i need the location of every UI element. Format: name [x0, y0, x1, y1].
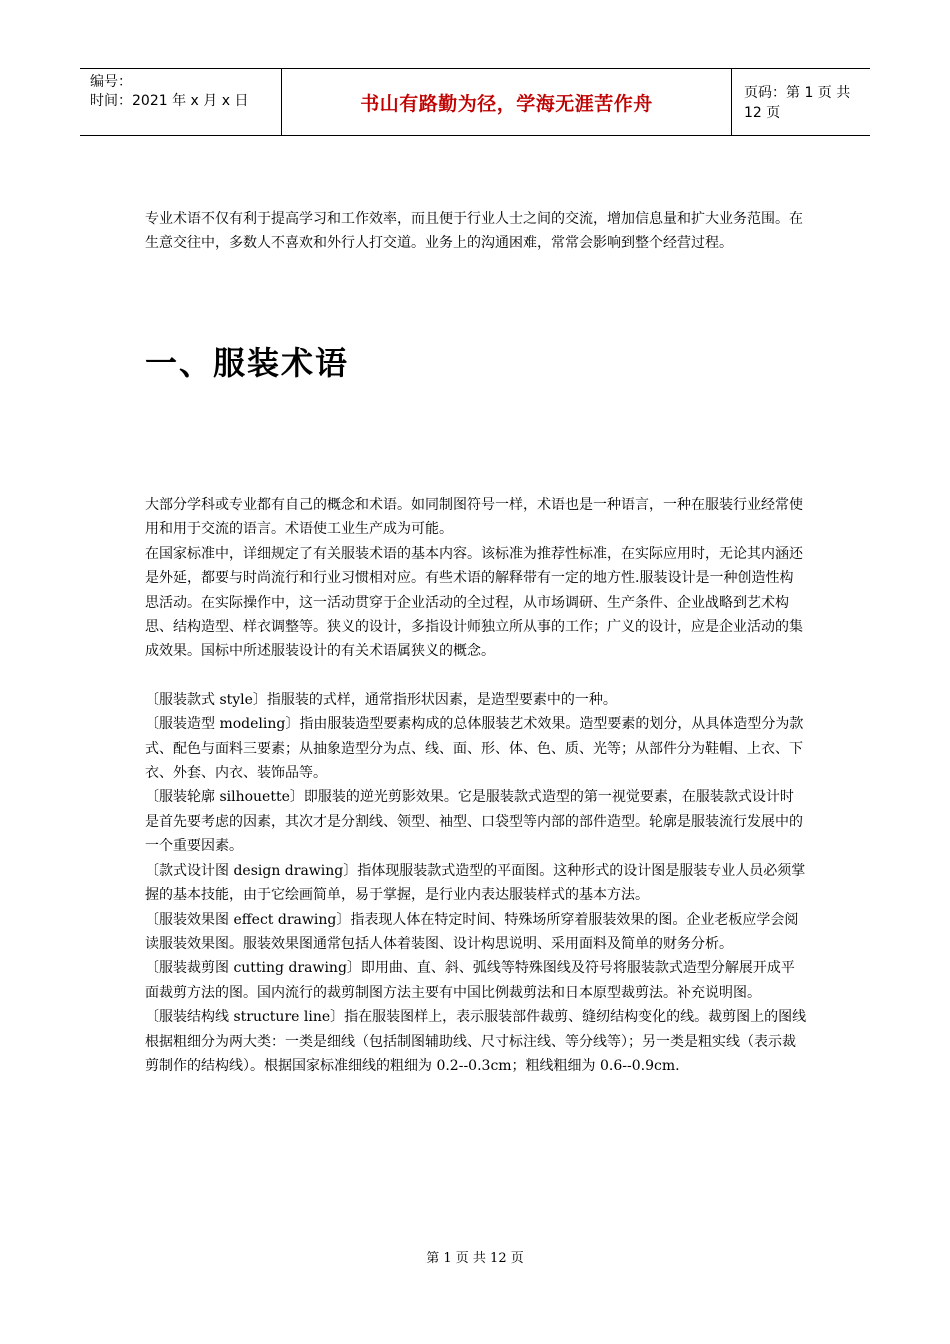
header-page-cell: [732, 69, 870, 135]
document-time-label: 时间：2021 年 x 月 x 日: [90, 93, 249, 109]
body-paragraph: 大部分学科或专业都有自己的概念和术语。如同制图符号一样，术语也是一种语言，一种在服装行业经常使用和用于交流的语言。术语使工业生产成为可能。: [145, 497, 803, 538]
header-motto: 书山有路勤为径，学海无涯苦作舟: [360, 92, 653, 115]
header-page-info: 页码：第 1 页 共 12 页: [744, 85, 851, 121]
document-header: [80, 68, 870, 136]
document-number-label: 编号：: [90, 74, 132, 90]
header-meta-cell: [80, 69, 282, 135]
body-paragraph: 在国家标准中，详细规定了有关服装术语的基本内容。该标准为推荐性标准，在实际应用时，无论其内涵还是外延，都要与时尚流行和行业习惯相对应。有些术语的解释带有一定的地方性.服装设计是一种创造性构思活动。在实际操作中，这一活动贯穿于企业活动的全过程，从市场调研、生产条件、企业战略到艺术构思、结构造型、样衣调整等。狭义的设计，多指设计师独立所从事的工作；广义的设计，应是企业活动的集成效果。国标中所述服装设计的有关术语属狭义的概念。: [145, 545, 803, 660]
paragraph-gap: [145, 664, 807, 688]
intro-section: [145, 207, 807, 256]
page-footer: [0, 1247, 950, 1266]
term-entry-design-drawing: 〔款式设计图 design drawing〕指体现服装款式造型的平面图。这种形式的设计图是服装专业人员必须掌握的基本技能，由于它绘画简单，易于掌握，是行业内表达服装样式的基本方法。: [145, 862, 806, 904]
term-entry-style: 〔服装款式 style〕指服装的式样，通常指形状因素，是造型要素中的一种。: [145, 691, 617, 708]
term-entry-silhouette: 〔服装轮廓 silhouette〕即服装的逆光剪影效果。它是服装款式造型的第一视觉要素，在服装款式设计时是首先要考虑的因素，其次才是分割线、领型、袖型、口袋型等内部的部件造型。轮廓是服装流行发展中的一个重要因素。: [145, 789, 803, 855]
footer-page-number: 第 1 页 共 12 页: [426, 1251, 524, 1266]
term-entry-structure-line: 〔服装结构线 structure line〕指在服装图样上，表示服装部件裁剪、缝纫结构变化的线。裁剪图上的图线根据粗细分为两大类：一类是细线（包括制图辅助线、尺寸标注线、等分线等）；另一类是粗实线（表示裁剪制作的结构线）。根据国家标准细线的粗细为 0.2--0.3cm；粗线粗细为 0.6--0.9cm.: [145, 1009, 807, 1074]
body-section: [145, 493, 807, 1078]
term-entry-effect-drawing: 〔服装效果图 effect drawing〕指表现人体在特定时间、特殊场所穿着服装效果的图。企业老板应学会阅读服装效果图。服装效果图通常包括人体着装图、设计构思说明、采用面料及简单的财务分析。: [145, 911, 799, 952]
section-title: 一、服装术语: [145, 344, 350, 382]
intro-paragraph: 专业术语不仅有利于提高学习和工作效率，而且便于行业人士之间的交流，增加信息量和扩大业务范围。在生意交往中，多数人不喜欢和外行人打交道。业务上的沟通困难，常常会影响到整个经营过程。: [145, 211, 803, 252]
term-entry-modeling: 〔服装造型 modeling〕指由服装造型要素构成的总体服装艺术效果。造型要素的划分，从具体造型分为款式、配色与面料三要素；从抽象造型分为点、线、面、形、体、色、质、光等；从部件分为鞋帽、上衣、下衣、外套、内衣、装饰品等。: [145, 716, 804, 782]
term-entry-cutting-drawing: 〔服装裁剪图 cutting drawing〕即用曲、直、斜、弧线等特殊图线及符号将服装款式造型分解展开成平面裁剪方法的图。国内流行的裁剪制图方法主要有中国比例裁剪法和日本原型裁剪法。补充说明图。: [145, 960, 795, 1001]
header-motto-cell: [282, 69, 732, 135]
